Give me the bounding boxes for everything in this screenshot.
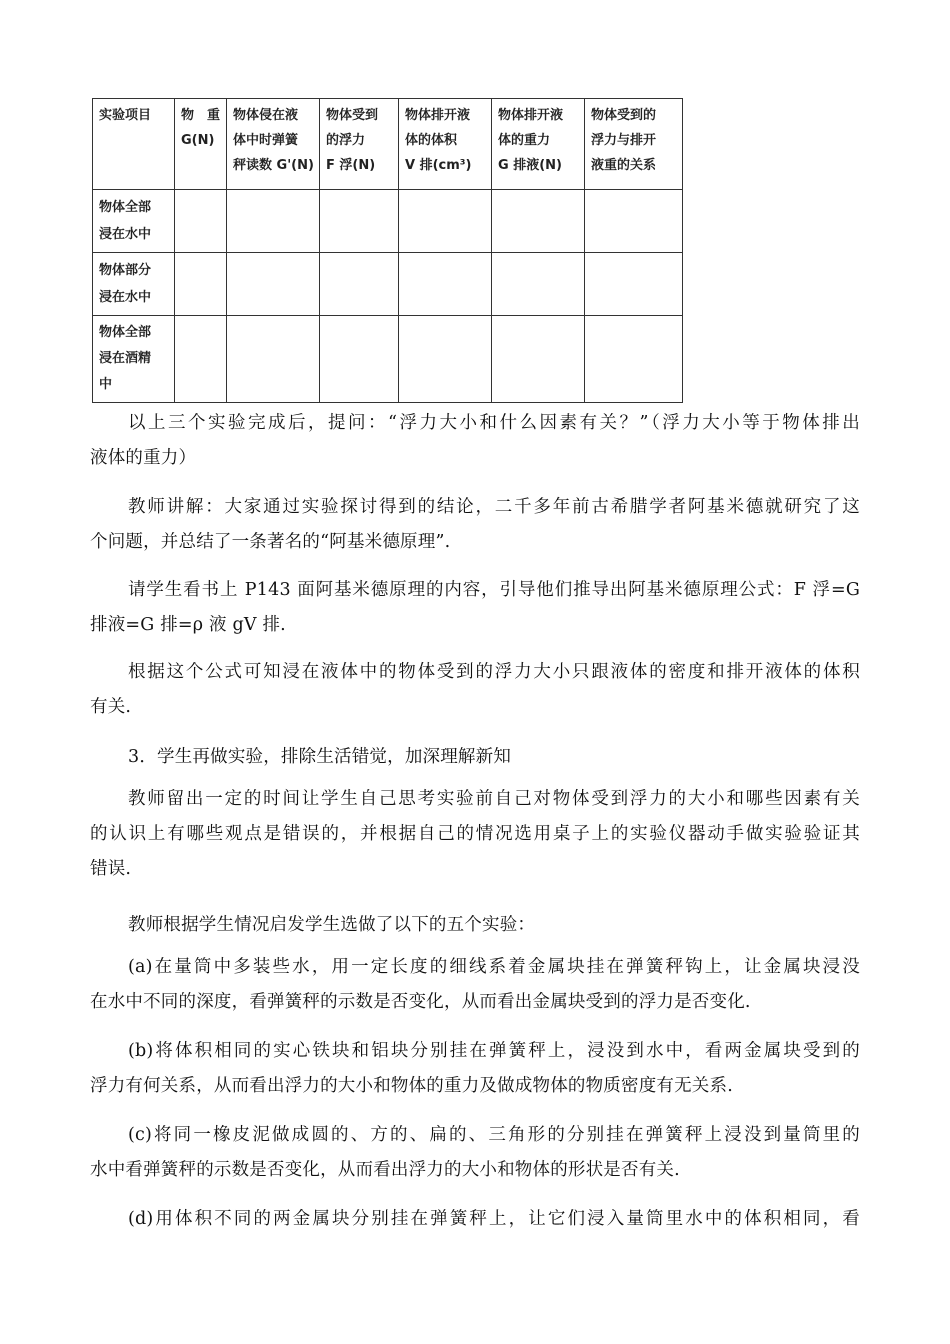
- row-label-cell: 物体全部 浸在酒精 中: [93, 316, 175, 403]
- table-row: [93, 190, 683, 253]
- row-label-cell: 物体全部 浸在水中: [93, 190, 175, 253]
- table-row: [93, 253, 683, 316]
- paragraph-teacher-time: 教师留出一定的时间让学生自己思考实验前自己对物体受到浮力的大小和哪些因素有关 的认识上有哪些观点是错误的，并根据自己的情况选用桌子上的实验仪器动手做实验验证其 错误.: [90, 789, 860, 879]
- paragraph-experiment-a: (a)在量筒中多装些水，用一定长度的细线系着金属块挂在弹簧秤钩上，让金属块浸没 在水中不同的深度，看弹簧秤的示数是否变化，从而看出金属块受到的浮力是否变化.: [90, 957, 860, 1012]
- paragraph-question: 以上三个实验完成后，提问：“浮力大小和什么因素有关？”（浮力大小等于物体排出 液体的重力）: [90, 413, 860, 468]
- empty-cell: [492, 316, 585, 403]
- empty-cell: [399, 316, 492, 403]
- row-label-cell: 物体部分 浸在水中: [93, 253, 175, 316]
- empty-cell: [175, 190, 227, 253]
- section-heading: 3．学生再做实验，排除生活错觉，加深理解新知: [128, 747, 512, 767]
- empty-cell: [492, 190, 585, 253]
- header-cell-displaced-volume: 物体排开液 体的体积 V 排(cm³): [399, 99, 492, 190]
- paragraph-experiment-b: (b)将体积相同的实心铁块和铝块分别挂在弹簧秤上，浸没到水中，看两金属块受到的 浮力有何关系，从而看出浮力的大小和物体的重力及做成物体的物质密度有无关系.: [90, 1041, 860, 1096]
- empty-cell: [320, 316, 399, 403]
- empty-cell: [585, 190, 683, 253]
- paragraph-experiment-c: (c)将同一橡皮泥做成圆的、方的、扁的、三角形的分别挂在弹簧秤上浸没到量筒里的 水中看弹簧秤的示数是否变化，从而看出浮力的大小和物体的形状是否有关.: [90, 1125, 860, 1180]
- paragraph-experiment-d: (d)用体积不同的两金属块分别挂在弹簧秤上，让它们浸入量筒里水中的体积相同，看: [128, 1209, 860, 1229]
- empty-cell: [227, 190, 320, 253]
- header-cell-displaced-weight: 物体排开液 体的重力 G 排液(N): [492, 99, 585, 190]
- header-cell-scale-reading: 物体侵在液 体中时弹簧 秤读数 G'(N): [227, 99, 320, 190]
- empty-cell: [175, 316, 227, 403]
- header-cell-buoyancy: 物体受到 的浮力 F 浮(N): [320, 99, 399, 190]
- empty-cell: [227, 316, 320, 403]
- empty-cell: [320, 253, 399, 316]
- paragraph-five-experiments: 教师根据学生情况启发学生选做了以下的五个实验：: [128, 915, 536, 935]
- empty-cell: [227, 253, 320, 316]
- header-cell-weight: 物 重 G(N): [175, 99, 227, 190]
- empty-cell: [492, 253, 585, 316]
- empty-cell: [399, 190, 492, 253]
- empty-cell: [399, 253, 492, 316]
- paragraph-formula: 请学生看书上 P143 面阿基米德原理的内容，引导他们推导出阿基米德原理公式：F 浮=G 排液=G 排=ρ 液 gV 排.: [90, 580, 860, 635]
- empty-cell: [320, 190, 399, 253]
- empty-cell: [175, 253, 227, 316]
- empty-cell: [585, 316, 683, 403]
- paragraph-teacher-explanation: 教师讲解：大家通过实验探讨得到的结论，二千多年前古希腊学者阿基米德就研究了这 个问题，并总结了一条著名的“阿基米德原理”.: [90, 497, 860, 552]
- table-row: [93, 316, 683, 403]
- header-cell-item: 实验项目: [93, 99, 175, 190]
- header-cell-relation: 物体受到的 浮力与排开 液重的关系: [585, 99, 683, 190]
- experiment-table: [92, 98, 683, 403]
- empty-cell: [585, 253, 683, 316]
- table-header-row: [93, 99, 683, 190]
- paragraph-conclusion: 根据这个公式可知浸在液体中的物体受到的浮力大小只跟液体的密度和排开液体的体积 有关.: [90, 662, 860, 717]
